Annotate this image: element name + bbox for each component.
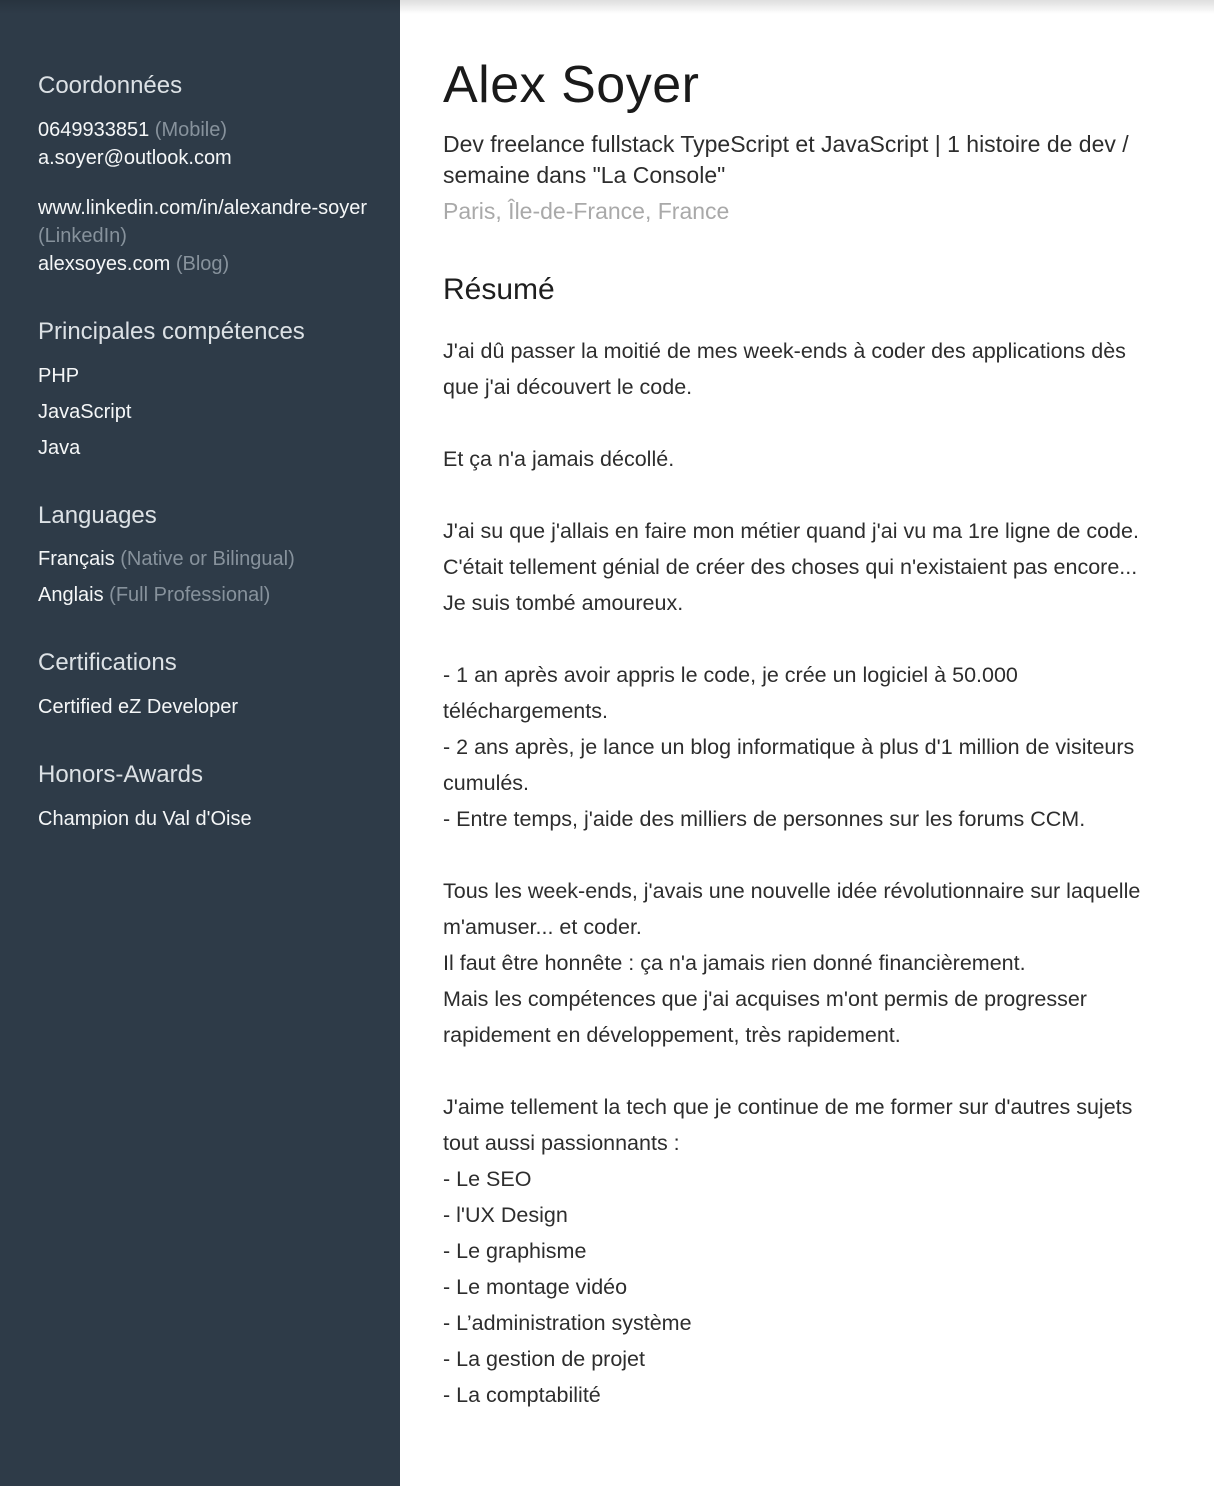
profile-headline: Dev freelance fullstack TypeScript et JavaScript | 1 histoire de dev / semaine dans "La Console" — [443, 130, 1129, 188]
language-item-text: Français — [38, 548, 115, 571]
summary-paragraph: J'ai dû passer la moitié de mes week-ends à coder des applications dès que j'ai découvert le code. — [443, 338, 1126, 399]
sidebar-group — [38, 693, 370, 721]
sidebar-group — [38, 362, 370, 462]
blog-url-text: alexsoyes.com — [38, 252, 171, 275]
language-item-text: Anglais — [38, 584, 104, 607]
skill-item-text: Java — [38, 436, 81, 459]
sidebar — [0, 0, 400, 1486]
certification-item — [38, 693, 370, 721]
language-item — [38, 545, 370, 573]
sidebar-section — [38, 318, 370, 462]
sidebar-section-title: Honors-Awards — [38, 761, 203, 789]
sidebar-sections — [38, 72, 370, 833]
skill-item — [38, 434, 370, 462]
email-address-text: a.soyer@outlook.com — [38, 146, 232, 169]
main-content — [400, 0, 1214, 1486]
blog-url-note: (Blog) — [175, 252, 230, 275]
sidebar-group — [38, 116, 370, 172]
award-item — [38, 805, 370, 833]
summary-paragraph: J'aime tellement la tech que je continue de me former sur d'autres sujets tout aussi passionnants : - Le SEO - l'UX Design - Le graphisme - Le montage vidéo - L’administration système - La gestion de projet - La comptabilité — [443, 1094, 1133, 1407]
summary-paragraphs — [443, 333, 1166, 1413]
sidebar-section-title: Coordonnées — [38, 72, 183, 99]
skill-item-text: PHP — [38, 364, 80, 387]
sidebar-group — [38, 805, 370, 833]
summary-paragraph: J'ai su que j'allais en faire mon métier quand j'ai vu ma 1re ligne de code. C'était tellement génial de créer des choses qui n'existaient pas encore... Je suis tombé amoureux. — [443, 518, 1139, 615]
linkedin-url[interactable] — [38, 194, 370, 250]
blog-url[interactable] — [38, 250, 370, 278]
profile-location: Paris, Île-de-France, France — [443, 197, 730, 224]
linkedin-url-note: (LinkedIn) — [38, 224, 127, 247]
skill-item — [38, 362, 370, 390]
sidebar-section — [38, 649, 370, 721]
sidebar-group — [38, 194, 370, 278]
summary-paragraph: Tous les week-ends, j'avais une nouvelle idée révolutionnaire sur laquelle m'amuser... et coder. Il faut être honnête : ça n'a jamais rien donné financièrement. Mais les compétences que j'ai acquises m'ont permis de progresser rapidement en développement, très rapidement. — [443, 878, 1141, 1047]
summary-title: Résumé — [443, 272, 555, 306]
sidebar-section — [38, 761, 370, 833]
award-item-text: Champion du Val d'Oise — [38, 807, 252, 830]
phone-number — [38, 116, 370, 144]
skill-item-text: JavaScript — [38, 400, 132, 423]
profile-header — [443, 56, 1166, 226]
sidebar-section — [38, 72, 370, 278]
language-item-note: (Native or Bilingual) — [120, 548, 295, 571]
language-item — [38, 581, 370, 609]
phone-number-text: 0649933851 — [38, 118, 150, 141]
sidebar-group — [38, 545, 370, 609]
sidebar-section-title: Principales compétences — [38, 317, 305, 345]
summary-paragraph: - 1 an après avoir appris le code, je crée un logiciel à 50.000 téléchargements. - 2 ans après, je lance un blog informatique à plus d'1 million de visiteurs cumulés. - Entre temps, j'aide des milliers de personnes sur les forums CCM. — [443, 662, 1135, 831]
certification-item-text: Certified eZ Developer — [38, 696, 239, 719]
phone-number-note: (Mobile) — [154, 118, 228, 141]
email-address[interactable] — [38, 144, 370, 172]
sidebar-section-title: Certifications — [38, 649, 177, 677]
sidebar-section — [38, 502, 370, 610]
linkedin-url-text: www.linkedin.com/in/alexandre-soyer — [38, 196, 368, 219]
sidebar-section-title: Languages — [38, 501, 157, 529]
profile-name: Alex Soyer — [443, 56, 700, 114]
summary-paragraph: Et ça n'a jamais décollé. — [443, 446, 675, 471]
language-item-note: (Full Professional) — [109, 584, 271, 607]
skill-item — [38, 398, 370, 426]
summary-section — [443, 272, 1166, 1413]
